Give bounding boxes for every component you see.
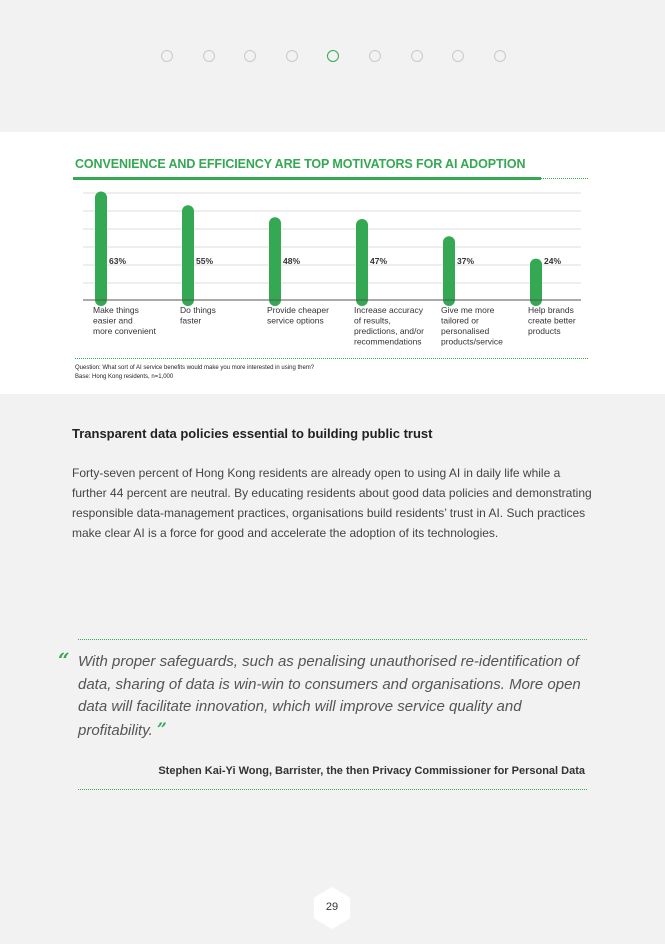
quote-top-rule [78,639,587,640]
body-paragraph: Forty-seven percent of Hong Kong residents are already open to using AI in daily life while a further 44 percent are neutral. By educating residents about good data policies and demonstrating responsible data-management practices, organisations build residents’ trust in AI. Such practices make clear AI is a force for good and accelerate the adoption of its technologies. [72,466,592,540]
bar [356,219,368,306]
chart-title: CONVENIENCE AND EFFICIENCY ARE TOP MOTIVATORS FOR AI ADOPTION [75,157,526,171]
page-dot-3 [244,50,256,62]
bar-chart [75,180,585,352]
bar [182,205,194,306]
close-quote-icon: ” [156,719,167,740]
category-label: create better [528,315,576,326]
category-label: Do things [180,305,216,315]
category-label: of results, [354,315,391,326]
category-label: easier and [93,315,133,326]
page-dot-1 [161,50,173,62]
category-label: Increase accuracy [354,305,423,315]
page-dot-6 [369,50,381,62]
category-label: Help brands [528,305,574,315]
bar [95,191,107,306]
category-label: predictions, and/or [354,326,424,336]
page-dot-8 [452,50,464,62]
page-dot-7 [411,50,423,62]
page-dot-2 [203,50,215,62]
category-label: Provide cheaper [267,305,329,315]
bar-value-label: 47% [370,256,388,266]
bar-value-label: 63% [109,256,127,266]
category-label: products/service [441,336,503,347]
category-label: Make things [93,305,139,315]
chart-divider [75,358,588,359]
page-dot-9 [494,50,506,62]
section-heading: Transparent data policies essential to building public trust [72,426,433,441]
page-dot-5 [327,50,339,62]
category-label: products [528,326,561,336]
chart-base: Base: Hong Kong residents, n=1,000 [75,374,174,380]
page-dot-4 [286,50,298,62]
quote-text: With proper safeguards, such as penalising unauthorised re-identification of data, sharing of data is win-win to consumers and organisations. More open data will facilitate innovation, which will improve service quality and profitability. [78,653,581,739]
chart-panel [0,132,665,394]
category-label: recommendations [354,336,422,347]
category-label: tailored or [441,315,479,326]
bar-value-label: 37% [457,256,475,266]
category-label: more convenient [93,326,156,336]
category-label: faster [180,315,202,326]
category-label: service options [267,315,324,326]
bar-value-label: 55% [196,256,214,266]
quote-bottom-rule [78,789,587,790]
open-quote-icon: “ [58,648,70,672]
chart-question: Question: What sort of AI service benefits would make you more interested in using them? [75,365,315,371]
title-rule-dots [541,178,588,179]
category-label: personalised [441,326,490,336]
quote-attribution: Stephen Kai-Yi Wong, Barrister, the then Privacy Commissioner for Personal Data [158,765,585,777]
bar [443,236,455,306]
pagination-dots [0,50,665,64]
pull-quote [78,651,593,742]
category-label: Give me more [441,305,495,315]
page-number: 29 [325,901,339,913]
bar-value-label: 48% [283,256,301,266]
bar-value-label: 24% [544,256,562,266]
bar [269,217,281,306]
bar [530,259,542,306]
